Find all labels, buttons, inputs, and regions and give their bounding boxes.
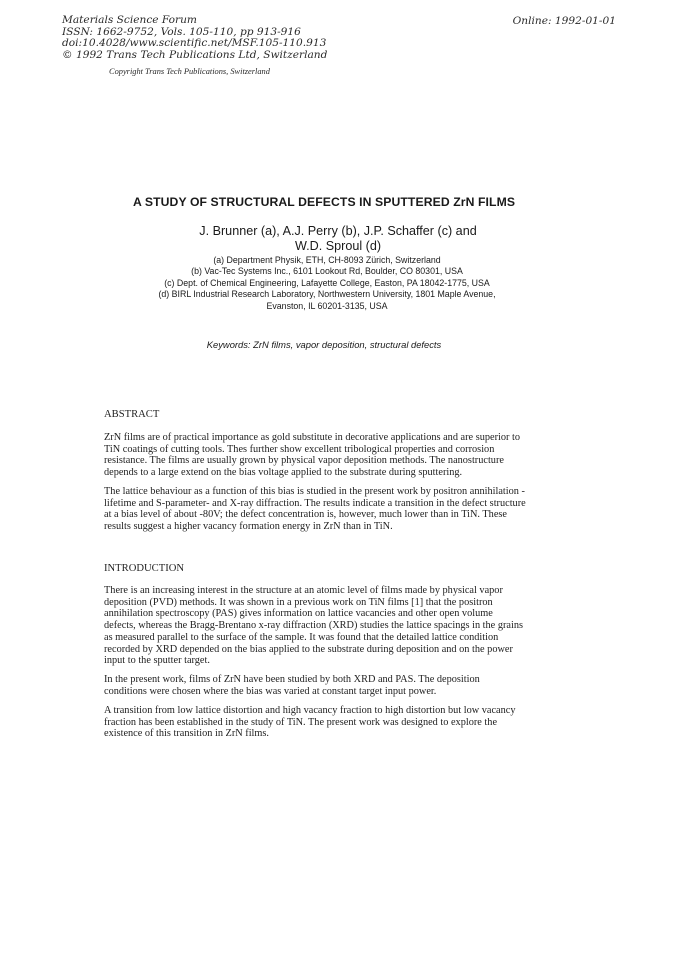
text-line: resistance. The films are usually grown by physical vapor deposition methods. The nanostructure [104,455,504,467]
text-line: There is an increasing interest in the structure at an atomic level of films made by physical vapor [104,585,503,596]
journal-header [62,15,327,61]
abstract-heading: ABSTRACT [104,409,160,420]
keywords: Keywords: ZrN films, vapor deposition, structural defects [206,339,442,350]
text-line: TiN coatings of cutting tools. Thes further show excellent tribological properties and corrosion [104,443,495,455]
introduction-paragraph-2 [104,674,550,697]
doi-line: doi:10.4028/www.scientific.net/MSF.105-110.913 [62,37,327,49]
text-line: results suggest a higher vacancy formation energy in ZrN than in TiN. [104,521,393,533]
publisher-line: © 1992 Trans Tech Publications Ltd, Switzerland [62,48,328,61]
text-line: The lattice behaviour as a function of this bias is studied in the present work by positron annihilation - [104,486,525,497]
text-line: lifetime and S-parameter- and X-ray diffraction. The results indicate a transition in the defect structure [104,497,526,509]
text-line: recorded by XRD depended on the bias applied to the substrate during deposition and on the power [104,643,513,655]
text-line: A transition from low lattice distortion and high vacancy fraction to high distortion but low vacancy [104,705,516,716]
abstract-heading-block [104,409,550,421]
journal-name: Materials Science Forum [62,14,197,26]
text-line: existence of this transition in ZrN films. [104,728,270,740]
text-line: as measured parallel to the surface of the sample. It was found that the detailed lattice condition [104,631,499,643]
introduction-heading-block [104,563,550,575]
text-line: input to the sputter target. [104,655,210,667]
text-line: annihilation spectroscopy (PAS) gives information on lattice vacancies and other open volume [104,608,493,620]
text-line: depends to a large extend on the bias voltage applied to the substrate during sputtering. [104,467,463,479]
author-list [150,224,526,253]
affiliation: Evanston, IL 60201-3135, USA [266,300,388,311]
issn-line: ISSN: 1662-9752, Vols. 105-110, pp 913-916 [62,25,301,38]
text-line: conditions were chosen where the bias was varied at constant target input power. [104,685,437,697]
copyright-line: Copyright Trans Tech Publications, Switzerland [109,67,270,76]
paper-title: A STUDY OF STRUCTURAL DEFECTS IN SPUTTERED ZrN FILMS [132,195,516,209]
text-line: deposition (PVD) methods. It was shown in a previous work on TiN films [1] that the positron [104,596,493,608]
introduction-paragraph-3 [104,705,550,740]
text-line: defects, whereas the Bragg-Brentano x-ray diffraction (XRD) studies the lattice spacings in the grains [104,620,523,632]
affiliation: (a) Department Physik, ETH, CH-8093 Zürich, Switzerland [213,255,441,265]
abstract-paragraph-1 [104,432,550,479]
author-line: W.D. Sproul (d) [294,238,382,253]
affiliations [120,255,534,312]
introduction-heading: INTRODUCTION [104,563,185,574]
online-date: Online: 1992-01-01 [512,15,616,27]
text-line: ZrN films are of practical importance as gold substitute in decorative applications and are superior to [104,432,521,443]
affiliation: (d) BIRL Industrial Research Laboratory, Northwestern University, 1801 Maple Avenue, [158,289,496,300]
affiliation: (c) Dept. of Chemical Engineering, Lafayette College, Easton, PA 18042-1775, USA [164,277,490,288]
text-line: In the present work, films of ZrN have been studied by both XRD and PAS. The deposition [104,674,480,685]
text-line: fraction has been established in the study of TiN. The present work was designed to explore the [104,716,498,728]
introduction-paragraph-1 [104,585,550,667]
author-line: J. Brunner (a), A.J. Perry (b), J.P. Schaffer (c) and [199,224,477,238]
text-line: at a bias level of about -80V; the defect concentration is, however, much lower than in TiN. These [104,509,507,521]
affiliation: (b) Vac-Tec Systems Inc., 6101 Lookout Rd, Boulder, CO 80301, USA [191,266,463,277]
abstract-paragraph-2 [104,486,550,533]
